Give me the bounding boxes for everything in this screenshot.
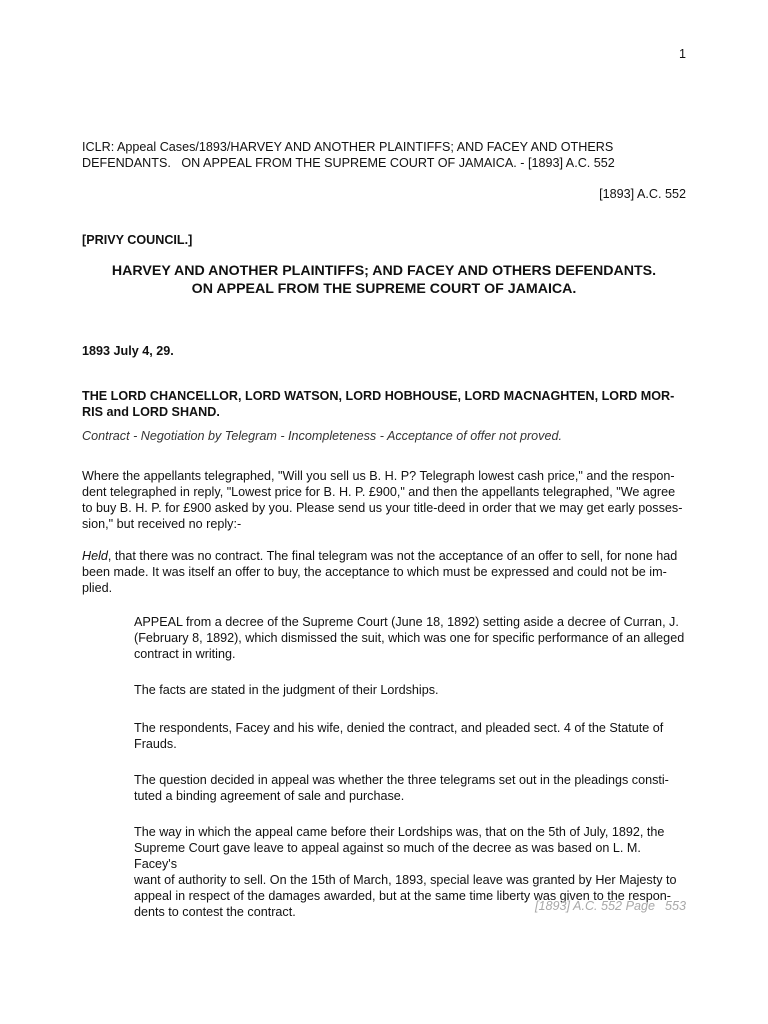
facts-paragraph <box>134 682 686 698</box>
paragraph-line: APPEAL from a decree of the Supreme Court (June 18, 1892) setting aside a decree of Curran, J. <box>134 615 679 629</box>
case-title <box>82 262 686 298</box>
held-text: , that there was no contract. The final telegram was not the acceptance of an offer to sell, for none had <box>107 549 678 563</box>
paragraph-line: plied. <box>82 581 113 595</box>
question-paragraph <box>134 772 686 804</box>
header-line: ICLR: Appeal Cases/1893/HARVEY AND ANOTHER PLAINTIFFS; AND FACEY AND OTHERS <box>82 140 614 154</box>
citation: [1893] A.C. 552 <box>599 187 686 201</box>
page-number: 1 <box>678 47 686 61</box>
paragraph-line: The way in which the appeal came before their Lordships was, that on the 5th of July, 1892, the <box>134 825 665 839</box>
paragraph-line: to buy B. H. P. for £900 asked by you. Please send us your title-deed in order that we may get early posses- <box>82 501 683 515</box>
paragraph-line <box>82 548 686 564</box>
document-header <box>82 139 682 171</box>
paragraph-line: The question decided in appeal was whether the three telegrams set out in the pleadings consti- <box>134 773 669 787</box>
paragraph-line: been made. It was itself an offer to buy, the acceptance to which must be expressed and could not be im- <box>82 565 667 579</box>
paragraph-line: dents to contest the contract. <box>134 905 296 919</box>
paragraph-line: The facts are stated in the judgment of their Lordships. <box>134 683 439 697</box>
paragraph-line: Where the appellants telegraphed, "Will you sell us B. H. P? Telegraph lowest cash price," and the respon- <box>82 469 675 483</box>
paragraph-line: tuted a binding agreement of sale and purchase. <box>134 789 405 803</box>
paragraph-line: The respondents, Facey and his wife, denied the contract, and pleaded sect. 4 of the Statute of <box>134 721 664 735</box>
header-line: DEFENDANTS. ON APPEAL FROM THE SUPREME COURT OF JAMAICA. - [1893] A.C. 552 <box>82 156 615 170</box>
paragraph-line: sion," but received no reply:- <box>82 517 242 531</box>
paragraph-line: appeal in respect of the damages awarded, but at the same time liberty was given to the respon- <box>134 889 671 903</box>
court-name: [PRIVY COUNCIL.] <box>82 233 193 247</box>
held-word: Held <box>82 549 108 563</box>
judges-line: THE LORD CHANCELLOR, LORD WATSON, LORD HOBHOUSE, LORD MACNAGHTEN, LORD MOR- <box>82 389 675 403</box>
page-reference <box>535 898 686 914</box>
judges-line: RIS and LORD SHAND. <box>82 405 220 419</box>
paragraph-line: dent telegraphed in reply, "Lowest price for B. H. P. £900," and then the appellants telegraphed, "We agree <box>82 485 676 499</box>
page-reference-citation: [1893] A.C. 552 Page <box>535 899 655 913</box>
held-paragraph <box>82 548 686 596</box>
judgment-date: 1893 July 4, 29. <box>82 344 174 358</box>
paragraph-line: Frauds. <box>134 737 177 751</box>
appeal-paragraph <box>134 614 686 662</box>
headnote: Contract - Negotiation by Telegram - Incompleteness - Acceptance of offer not proved. <box>82 429 562 443</box>
judges <box>82 388 686 420</box>
summary-paragraph <box>82 468 686 532</box>
paragraph-line: contract in writing. <box>134 647 236 661</box>
case-title-line: HARVEY AND ANOTHER PLAINTIFFS; AND FACEY AND OTHERS DEFENDANTS. <box>111 263 657 279</box>
paragraph-line: (February 8, 1892), which dismissed the suit, which was one for specific performance of an alleged <box>134 631 685 645</box>
page-reference-number: 553 <box>664 899 686 913</box>
case-title-line: ON APPEAL FROM THE SUPREME COURT OF JAMAICA. <box>191 281 577 297</box>
paragraph-line: want of authority to sell. On the 15th of March, 1893, special leave was granted by Her Majesty to <box>134 873 677 887</box>
paragraph-line: Supreme Court gave leave to appeal against so much of the decree as was based on L. M. Facey's <box>134 841 641 871</box>
respondents-paragraph <box>134 720 686 752</box>
